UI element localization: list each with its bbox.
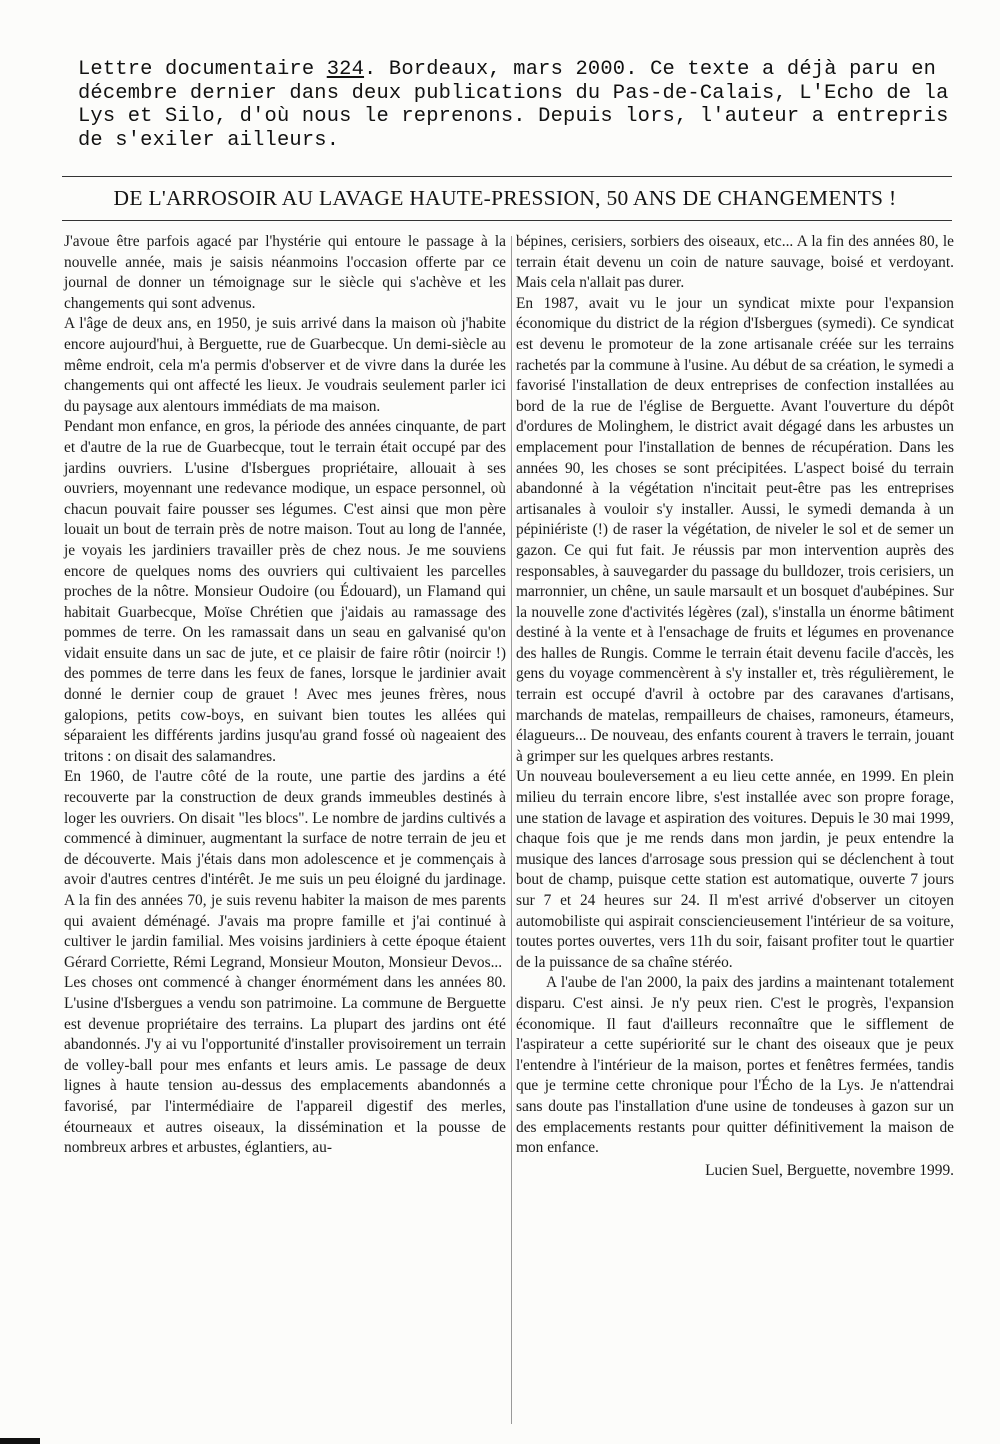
left-column: [64, 232, 506, 1159]
paragraph: A l'aube de l'an 2000, la paix des jardins a maintenant totalement disparu. C'est ainsi. Je n'y peux rien. C'est le progrès, l'expansion économique. Il faut d'ailleurs reconnaître que le sifflement de l'aspirateur a cette supériorité sur le chant des oiseaux que je peux l'entendre à l'intérieur de la maison, portes et fenêtres fermées, tandis que je termine cette chronique pour l'Écho de la Lys. Je n'attendrai sans doute pas l'installation d'une usine de tondeuses à gazon sur un des emplacements restants pour quitter définitivement la maison de mon enfance.: [516, 974, 954, 1157]
paragraph: Un nouveau bouleversement a eu lieu cette année, en 1999. En plein milieu du terrain encore libre, s'est installée avec son propre forage, une station de lavage et aspiration des voitures. Depuis le 30 mai 1999, chaque fois que je me rends dans mon jardin, je peux entendre la musique des lances d'arrosage sous pression qui se déclenchent à tout bout de champ, puisque cette station est automatique, ouverte 7 jours sur 7 et 24 heures sur 24. Il m'est arrivé d'observer un citoyen automobiliste qui aspirait consciencieusement l'intérieur de sa voiture, toutes portes ouvertes, vers 11h du soir, faisant profiter tout le quartier de la puissance de sa chaîne stéréo.: [516, 768, 954, 971]
paragraph: bépines, cerisiers, sorbiers des oiseaux, etc... A la fin des années 80, le terrain était devenu un coin de nature sauvage, boisé et verdoyant. Mais cela n'allait pas durer.: [516, 233, 954, 292]
paragraph: A l'âge de deux ans, en 1950, je suis arrivé dans la maison où j'habite encore aujourd'hui, à Berguette, rue de Guarbecque. Un demi-siècle au même endroit, cela m'a permis d'observer et de vivre dans la durée les changements qui ont affecté les lieux. Je voudrais seulement parler ici du paysage aux alentours immédiats de ma maison.: [64, 315, 506, 415]
paragraph: Pendant mon enfance, en gros, la période des années cinquante, de part et d'autre de la rue de Guarbecque, tout le terrain était occupé par des jardins ouvriers. L'usine d'Isbergues propriétaire, allouait à ses ouvriers, moyennant une redevance modique, un espace personnel, où chacun pouvait faire pousser ses légumes. C'est ainsi que mon père louait un bout de terrain près de notre maison. Tout au long de l'année, je voyais les jardiniers travailler près de chez nous. Je me souviens encore de quelques noms des ouvriers qui cultivaient les parcelles proches de la nôtre. Monsieur Oudoire (ou Édouard), un Flamand qui habitait Guarbecque, Moïse Chrétien que j'aidais au ramassage des pommes de terre. On les ramassait dans un seau en galvanisé qu'on vidait ensuite dans un sac de jute, et ce plaisir de faire rôtir (noircir !) des pommes de terre dans les feux de fanes, lorsque le jardinier avait donné le dernier coup de grauet ! Avec mes jeunes frères, nous galopions, petits cow-boys, en suivant bien toutes les allées qui séparaient les différents jardins jusqu'au grand fossé où nageaient des tritons : on disait des salamandres.: [64, 418, 506, 765]
scan-edge-mark: [0, 1438, 40, 1444]
paragraph: Les choses ont commencé à changer énormément dans les années 80. L'usine d'Isbergues a vendu son patrimoine. La commune de Berguette est devenue propriétaire des terrains. La plupart des jardins ont été abandonnés. J'y ai vu l'opportunité d'installer provisoirement un terrain de volley-ball pour mes enfants et leurs amis. Le passage de deux lignes à haute tension au-dessus des emplacements abandonnés a favorisé, par l'intermédiaire de l'appareil digestif des merles, étourneaux et autres oiseaux, la dissémination et la pousse de nombreux arbres et arbustes, églantiers, au-: [64, 974, 506, 1157]
letter-number: 324: [326, 58, 365, 81]
signature: Lucien Suel, Berguette, novembre 1999.: [705, 1161, 954, 1179]
paragraph: En 1987, avait vu le jour un syndicat mixte pour l'expansion économique du district de la région d'Isbergues (symedi). Ce syndicat est devenu le promoteur de la zone artisanale créée sur les terrains rachetés par la commune à l'usine. Au début de sa création, le symedi a favorisé l'installation de deux entreprises de confection installées au bord de la rue de l'église de Berguette. Avant l'ouverture du dépôt d'ordures de Molinghem, le district avait dégagé dans les arbustes un emplacement pour l'installation de bennes de récupération. Dans les années 90, les choses se sont précipitées. L'aspect boisé du terrain abandonné à la végétation n'incitait peut-être pas les entreprises artisanales à vouloir s'y installer. Aussi, le symedi demanda à un pépiniériste (!) de raser la végétation, de niveler le sol et de semer un gazon. Ce qui fut fait. Je réussis par mon intervention auprès des responsables, à sauvegarder du passage du bulldozer, trois cerisiers, un marronnier, un chêne, un saule marsault et un bosquet d'aubépines. Sur la nouvelle zone d'activités légères (zal), s'installa un énorme bâtiment destiné à la vente et à l'ensachage de fruits et légumes en provenance des halles de Rungis. Comme le terrain était devenu facile d'accès, les gens du voyage commencèrent à s'y installer et, très régulièrement, le terrain est occupé d'avril à octobre par des caravanes d'artisans, marchands de matelas, rempailleurs de chaises, ramoneurs, étameurs, élagueurs... De nouveau, des enfants courent à travers le terrain, jouant à grimper sur les quelques arbres restants.: [516, 294, 954, 765]
title-rule: [62, 220, 952, 221]
right-column: [516, 232, 954, 1181]
intro-text-end: . Bordeaux, mars 2000. Ce texte a déjà paru en décembre dernier dans deux publications du Pas-de-Calais, L'Echo de la Lys et Silo, d'où nous le reprenons. Depuis lors, l'auteur a entrepris de s'exiler ailleurs.: [78, 58, 949, 152]
top-rule: [62, 176, 952, 177]
paragraph: J'avoue être parfois agacé par l'hystérie qui entoure le passage à la nouvelle année, mais je saisis néanmoins l'occasion offerte par ce journal de donner un témoignage sur le siècle qui s'achève et les changements qui sont advenus.: [64, 233, 506, 312]
intro-note: [78, 58, 958, 152]
paragraph: En 1960, de l'autre côté de la route, une partie des jardins a été recouverte par la construction de deux grands immeubles destinés à loger les ouvriers. On disait "les blocs". Le nombre de jardins cultivés a commencé à diminuer, augmentant la surface de notre terrain de jeu et de découverte. Mais j'étais dans mon adolescence et je commençais à avoir d'autres centres d'intérêt. Je me suis un peu éloigné du jardinage. A la fin des années 70, je suis revenu habiter la maison de mes parents qui avaient déménagé. J'avais ma propre famille et j'ai continué à cultiver le jardin familial. Mes voisins jardiniers à cette époque étaient Gérard Corriette, Rémi Legrand, Monsieur Mouton, Monsieur Devos...: [64, 768, 506, 971]
column-divider: [511, 236, 512, 1424]
article-title: DE L'ARROSOIR AU LAVAGE HAUTE-PRESSION, 50 ANS DE CHANGEMENTS !: [113, 186, 897, 210]
intro-text-start: Lettre documentaire: [78, 58, 327, 81]
